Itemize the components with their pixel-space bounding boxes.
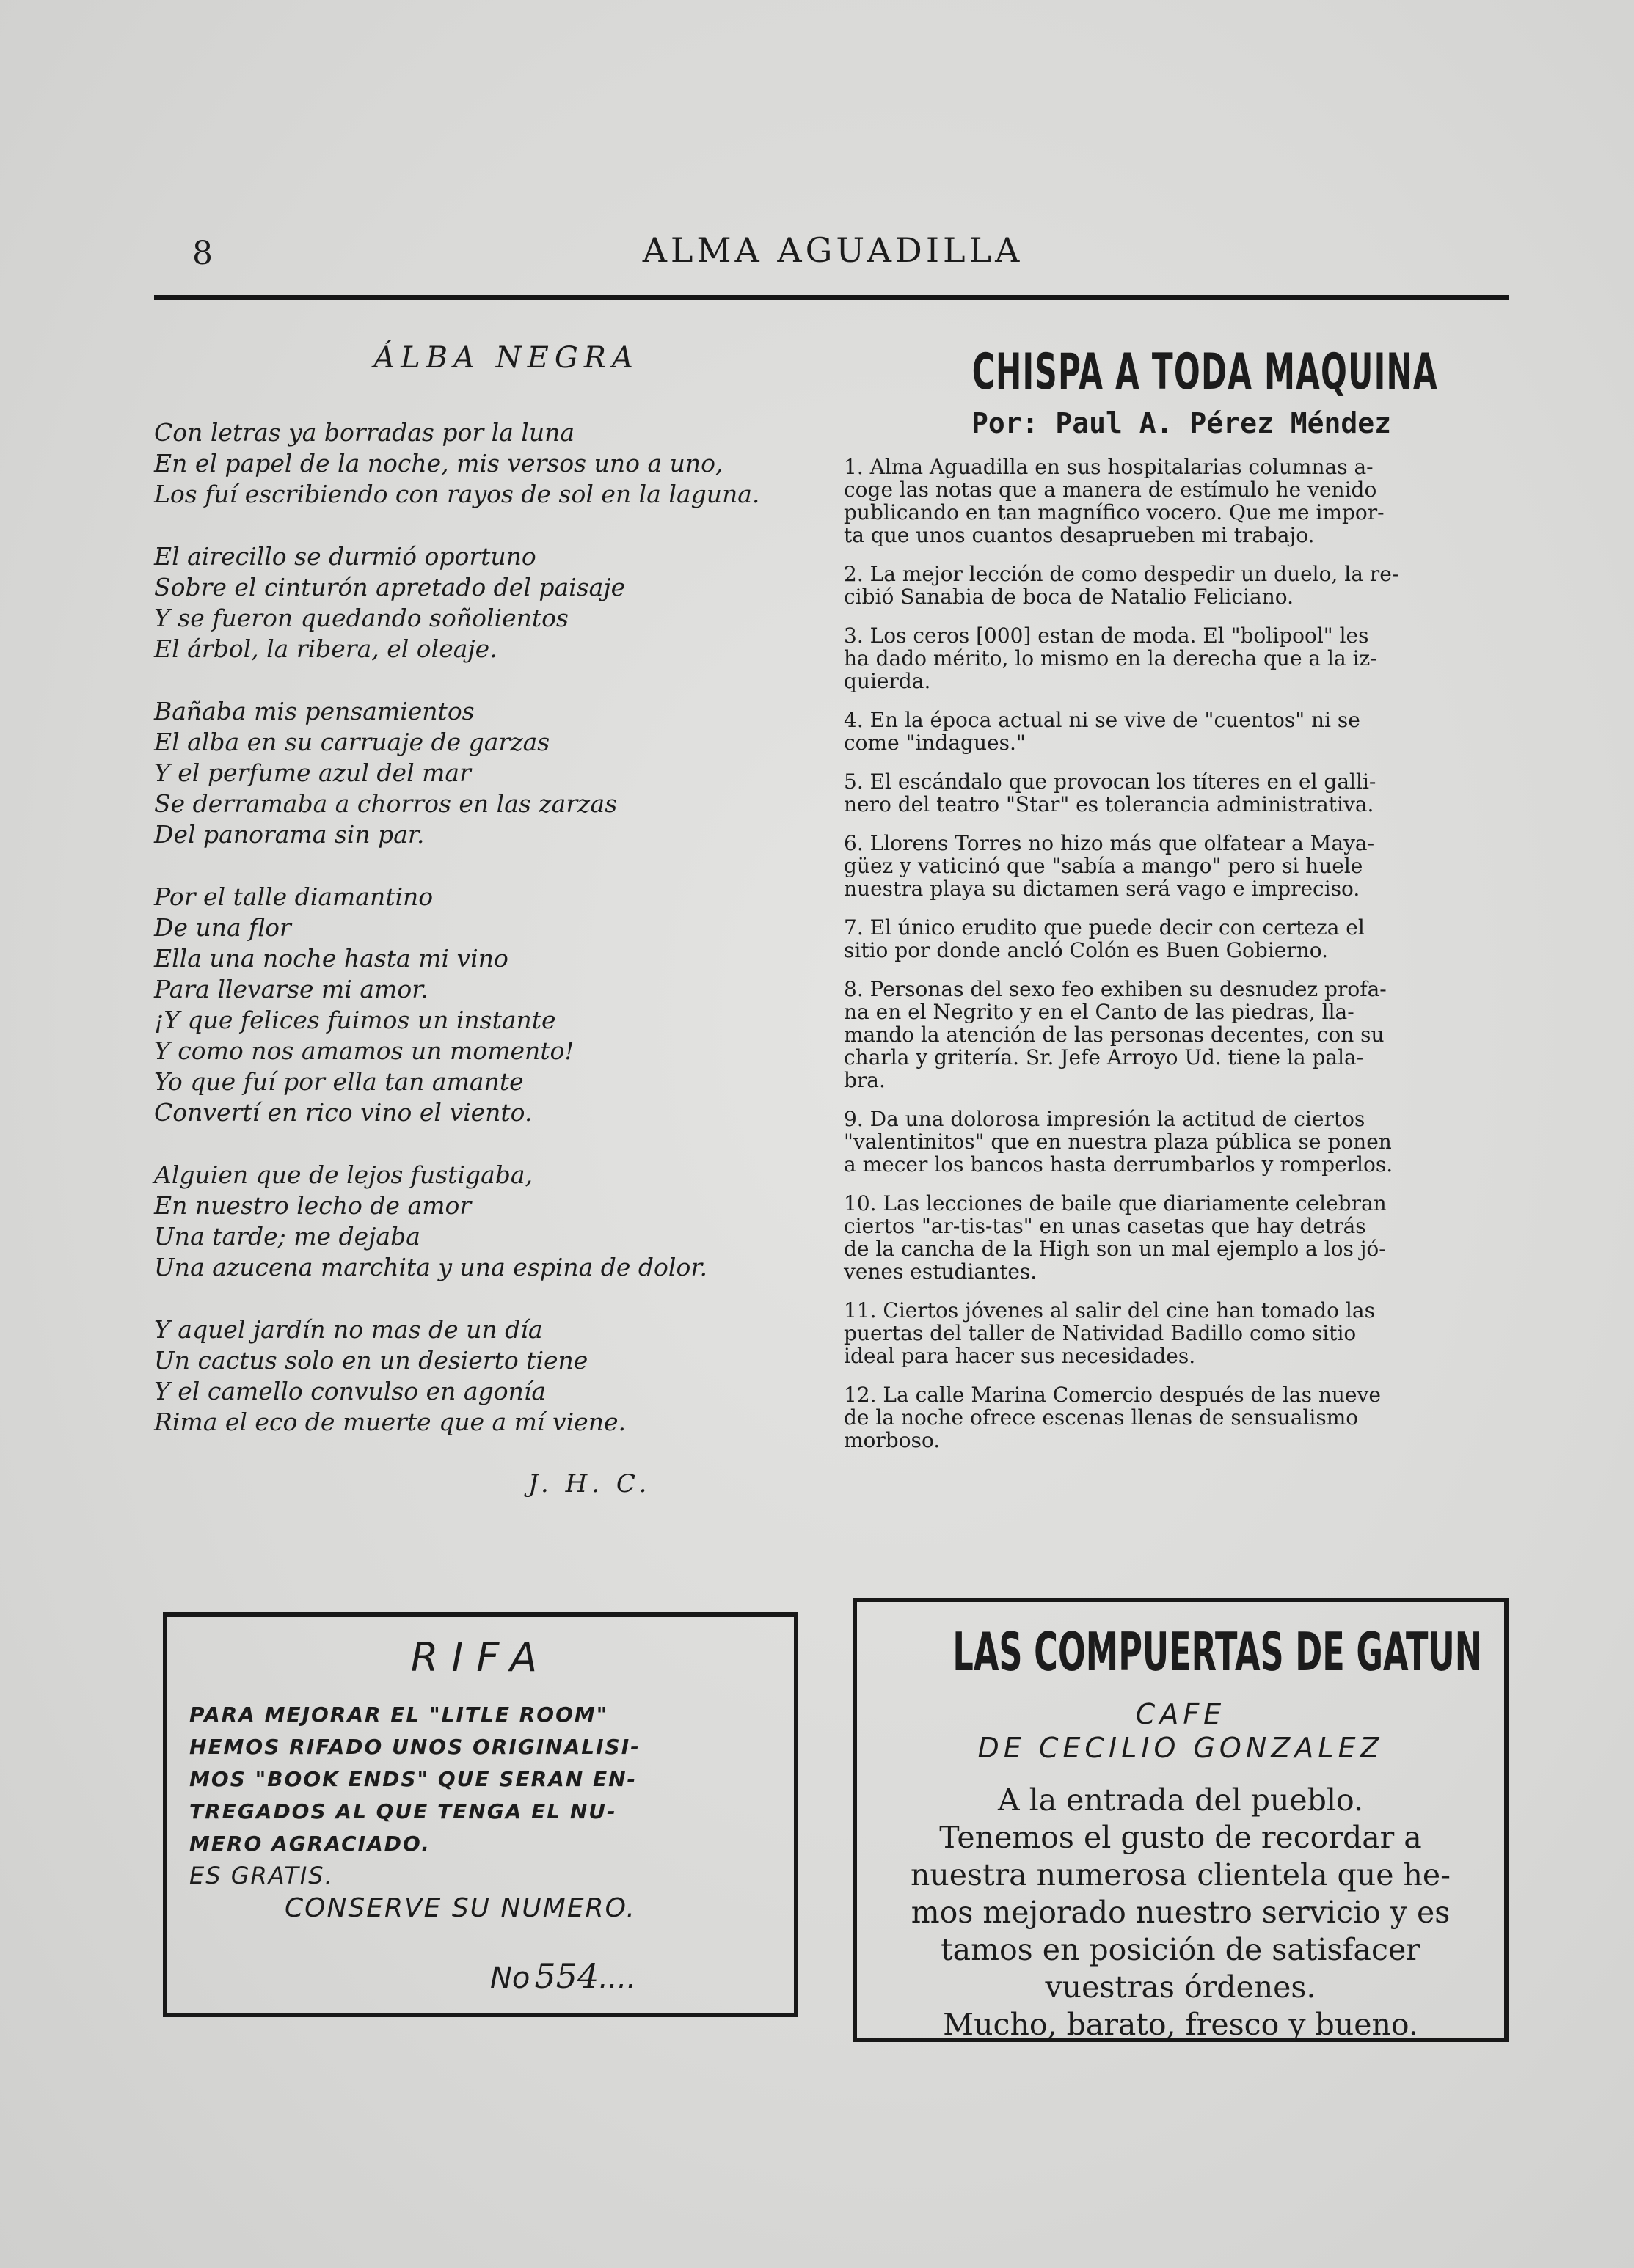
poem-line: Los fuí escribiendo con rayos de sol en la laguna. <box>154 480 760 508</box>
masthead-title: ALMA AGUADILLA <box>642 230 1024 270</box>
note-line: 3. Los ceros [000] estan de moda. El "bolipool" les <box>844 623 1369 648</box>
chispa-note <box>844 1108 1519 1176</box>
chispa-note <box>844 709 1519 754</box>
gatun-cafe-label: CAFE <box>1135 1698 1226 1730</box>
poem-line: Con letras ya borradas por la luna <box>154 418 575 447</box>
poem-stanza <box>154 1314 829 1438</box>
poem-line: Un cactus solo en un desierto tiene <box>154 1346 588 1375</box>
note-line: 2. La mejor lección de como despedir un duelo, la re- <box>844 562 1399 586</box>
chispa-note <box>844 978 1519 1091</box>
note-line: 10. Las lecciones de baile que diariamente celebran <box>844 1191 1387 1215</box>
poem-line: ¡Y que felices fuimos un instante <box>154 1006 556 1034</box>
note-line: 6. Llorens Torres no hizo más que olfatear a Maya- <box>844 831 1375 855</box>
rifa-line: MERO AGRACIADO. <box>189 1832 431 1856</box>
chispa-note <box>844 832 1519 900</box>
gatun-line: Tenemos el gusto de recordar a <box>939 1820 1422 1855</box>
note-line: 7. El único erudito que puede decir con certeza el <box>844 915 1365 940</box>
gatun-title: LAS COMPUERTAS DE GATUN <box>952 1621 1483 1683</box>
poem-stanza <box>154 696 829 850</box>
note-line: quierda. <box>844 669 931 693</box>
poem-line: Del panorama sin par. <box>154 820 425 849</box>
poem-line: Y como nos amamos un momento! <box>154 1036 575 1065</box>
poem-line: De una flor <box>154 913 291 942</box>
gatun-owner: DE CECILIO GONZALEZ <box>977 1732 1384 1764</box>
note-line: venes estudiantes. <box>844 1259 1037 1284</box>
gatun-cafe <box>857 1697 1504 1765</box>
page-header <box>154 220 1511 279</box>
chispa-note <box>844 770 1519 816</box>
poem-line: El airecillo se durmió oportuno <box>154 542 536 571</box>
poem-column <box>154 341 829 1499</box>
rifa-body <box>189 1699 641 1926</box>
note-line: 12. La calle Marina Comercio después de las nueve <box>844 1383 1381 1407</box>
poem-line: El árbol, la ribera, el oleaje. <box>154 634 497 663</box>
rifa-line: TREGADOS AL QUE TENGA EL NU- <box>189 1799 617 1823</box>
note-line: de la cancha de la High son un mal ejemplo a los jó- <box>844 1237 1386 1261</box>
poem-signature: J. H. C. <box>528 1469 652 1499</box>
poem-line: Ella una noche hasta mi vino <box>154 944 508 973</box>
rifa-number-dots: .... <box>599 1961 637 1995</box>
note-line: sitio por donde ancló Colón es Buen Gobierno. <box>844 938 1329 962</box>
poem-line: Se derramaba a chorros en las zarzas <box>154 789 618 818</box>
chispa-note <box>844 1383 1519 1452</box>
poem-line: Una tarde; me dejaba <box>154 1222 420 1251</box>
poem-line: Yo que fuí por ella tan amante <box>154 1067 524 1096</box>
note-line: puertas del taller de Natividad Badillo como sitio <box>844 1321 1357 1345</box>
note-line: de la noche ofrece escenas llenas de sensualismo <box>844 1405 1359 1430</box>
gatun-line: A la entrada del pueblo. <box>997 1782 1364 1818</box>
poem-line: En el papel de la noche, mis versos uno a uno, <box>154 449 723 478</box>
rifa-number-value: 554 <box>534 1956 599 1996</box>
poem-line: En nuestro lecho de amor <box>154 1191 472 1220</box>
gatun-line: nuestra numerosa clientela que he- <box>910 1857 1451 1892</box>
note-line: 1. Alma Aguadilla en sus hospitalarias columnas a- <box>844 455 1374 479</box>
gatun-line: vuestras órdenes. <box>1045 1969 1316 2005</box>
note-line: ha dado mérito, lo mismo en la derecha que a la iz- <box>844 646 1377 670</box>
rifa-number-label: No <box>490 1961 530 1995</box>
poem-stanza <box>154 1160 829 1283</box>
page-number: 8 <box>192 235 213 272</box>
rifa-line: PARA MEJORAR EL "LITLE ROOM" <box>189 1702 609 1727</box>
chispa-note <box>844 563 1519 608</box>
note-line: ideal para hacer sus necesidades. <box>844 1344 1196 1368</box>
note-line: 8. Personas del sexo feo exhiben su desnudez profa- <box>844 977 1387 1001</box>
note-line: charla y gritería. Sr. Jefe Arroyo Ud. tiene la pala- <box>844 1045 1364 1069</box>
poem-line: Una azucena marchita y una espina de dolor. <box>154 1253 707 1281</box>
note-line: morboso. <box>844 1428 941 1452</box>
chispa-title: CHISPA A TODA MAQUINA <box>971 343 1438 401</box>
rifa-gratis: ES GRATIS. <box>189 1862 334 1890</box>
poem-stanza <box>154 882 829 1128</box>
note-line: "valentinitos" que en nuestra plaza pública se ponen <box>844 1130 1392 1154</box>
note-line: güez y vaticinó que "sabía a mango" pero si huele <box>844 854 1363 878</box>
note-line: ciertos "ar-tis-tas" en unas casetas que hay detrás <box>844 1214 1366 1238</box>
note-line: 11. Ciertos jóvenes al salir del cine han tomado las <box>844 1298 1375 1323</box>
rifa-line: HEMOS RIFADO UNOS ORIGINALISI- <box>189 1735 641 1759</box>
note-line: 5. El escándalo que provocan los títeres en el galli- <box>844 769 1376 794</box>
chispa-note <box>844 916 1519 962</box>
poem-line: Y aquel jardín no mas de un día <box>154 1315 543 1344</box>
rifa-title: RIFA <box>410 1634 551 1680</box>
note-line: come "indagues." <box>844 731 1026 755</box>
gatun-body <box>857 1782 1504 2044</box>
chispa-note <box>844 624 1519 692</box>
poem-line: Rima el eco de muerte que a mí viene. <box>154 1408 626 1436</box>
chispa-byline: Por: Paul A. Pérez Méndez <box>971 407 1391 439</box>
poem-line: Y el perfume azul del mar <box>154 758 471 787</box>
note-line: na en el Negrito y en el Canto de las piedras, lla- <box>844 1000 1354 1024</box>
poem-line: Sobre el cinturón apretado del paisaje <box>154 573 626 601</box>
note-line: publicando en tan magnífico vocero. Que me impor- <box>844 500 1385 524</box>
header-rule <box>154 295 1509 300</box>
poem-line: Convertí en rico vino el viento. <box>154 1098 533 1127</box>
note-line: 9. Da una dolorosa impresión la actitud de ciertos <box>844 1107 1365 1131</box>
rifa-ad-box <box>163 1612 798 2017</box>
chispa-note <box>844 1192 1519 1283</box>
poem-stanza <box>154 417 829 510</box>
note-line: ta que unos cuantos desaprueben mi trabajo. <box>844 523 1315 547</box>
poem-line: Por el talle diamantino <box>154 882 434 911</box>
poem-title: ÁLBA NEGRA <box>373 341 639 375</box>
rifa-ticket-number <box>490 1956 636 1996</box>
gatun-line: mos mejorado nuestro servicio y es <box>911 1895 1451 1930</box>
gatun-line: tamos en posición de satisfacer <box>941 1932 1420 1967</box>
poem-line: Y se fueron quedando soñolientos <box>154 604 569 632</box>
note-line: cibió Sanabia de boca de Natalio Feliciano. <box>844 585 1294 609</box>
note-line: bra. <box>844 1068 886 1092</box>
chispa-note <box>844 456 1519 546</box>
note-line: coge las notas que a manera de estímulo he venido <box>844 478 1377 502</box>
note-line: a mecer los bancos hasta derrumbarlos y romperlos. <box>844 1152 1393 1177</box>
poem-line: Bañaba mis pensamientos <box>154 697 475 725</box>
poem-line: El alba en su carruaje de garzas <box>154 728 550 756</box>
poem-stanza <box>154 541 829 665</box>
gatun-line: Mucho, barato, fresco y bueno. <box>943 2007 1418 2042</box>
poem-line: Para llevarse mi amor. <box>154 975 428 1003</box>
poem-line: Alguien que de lejos fustigaba, <box>154 1160 533 1189</box>
chispa-column <box>844 343 1519 1468</box>
rifa-line: MOS "BOOK ENDS" QUE SERAN EN- <box>189 1767 638 1791</box>
note-line: 4. En la época actual ni se vive de "cuentos" ni se <box>844 708 1360 732</box>
note-line: nuestra playa su dictamen será vago e impreciso. <box>844 877 1360 901</box>
poem-line: Y el camello convulso en agonía <box>154 1377 547 1405</box>
rifa-conserve: CONSERVE SU NUMERO. <box>285 1893 636 1923</box>
note-line: nero del teatro "Star" es tolerancia administrativa. <box>844 792 1374 816</box>
chispa-note <box>844 1299 1519 1367</box>
gatun-ad-box <box>853 1598 1509 2042</box>
note-line: mando la atención de las personas decentes, con su <box>844 1023 1385 1047</box>
